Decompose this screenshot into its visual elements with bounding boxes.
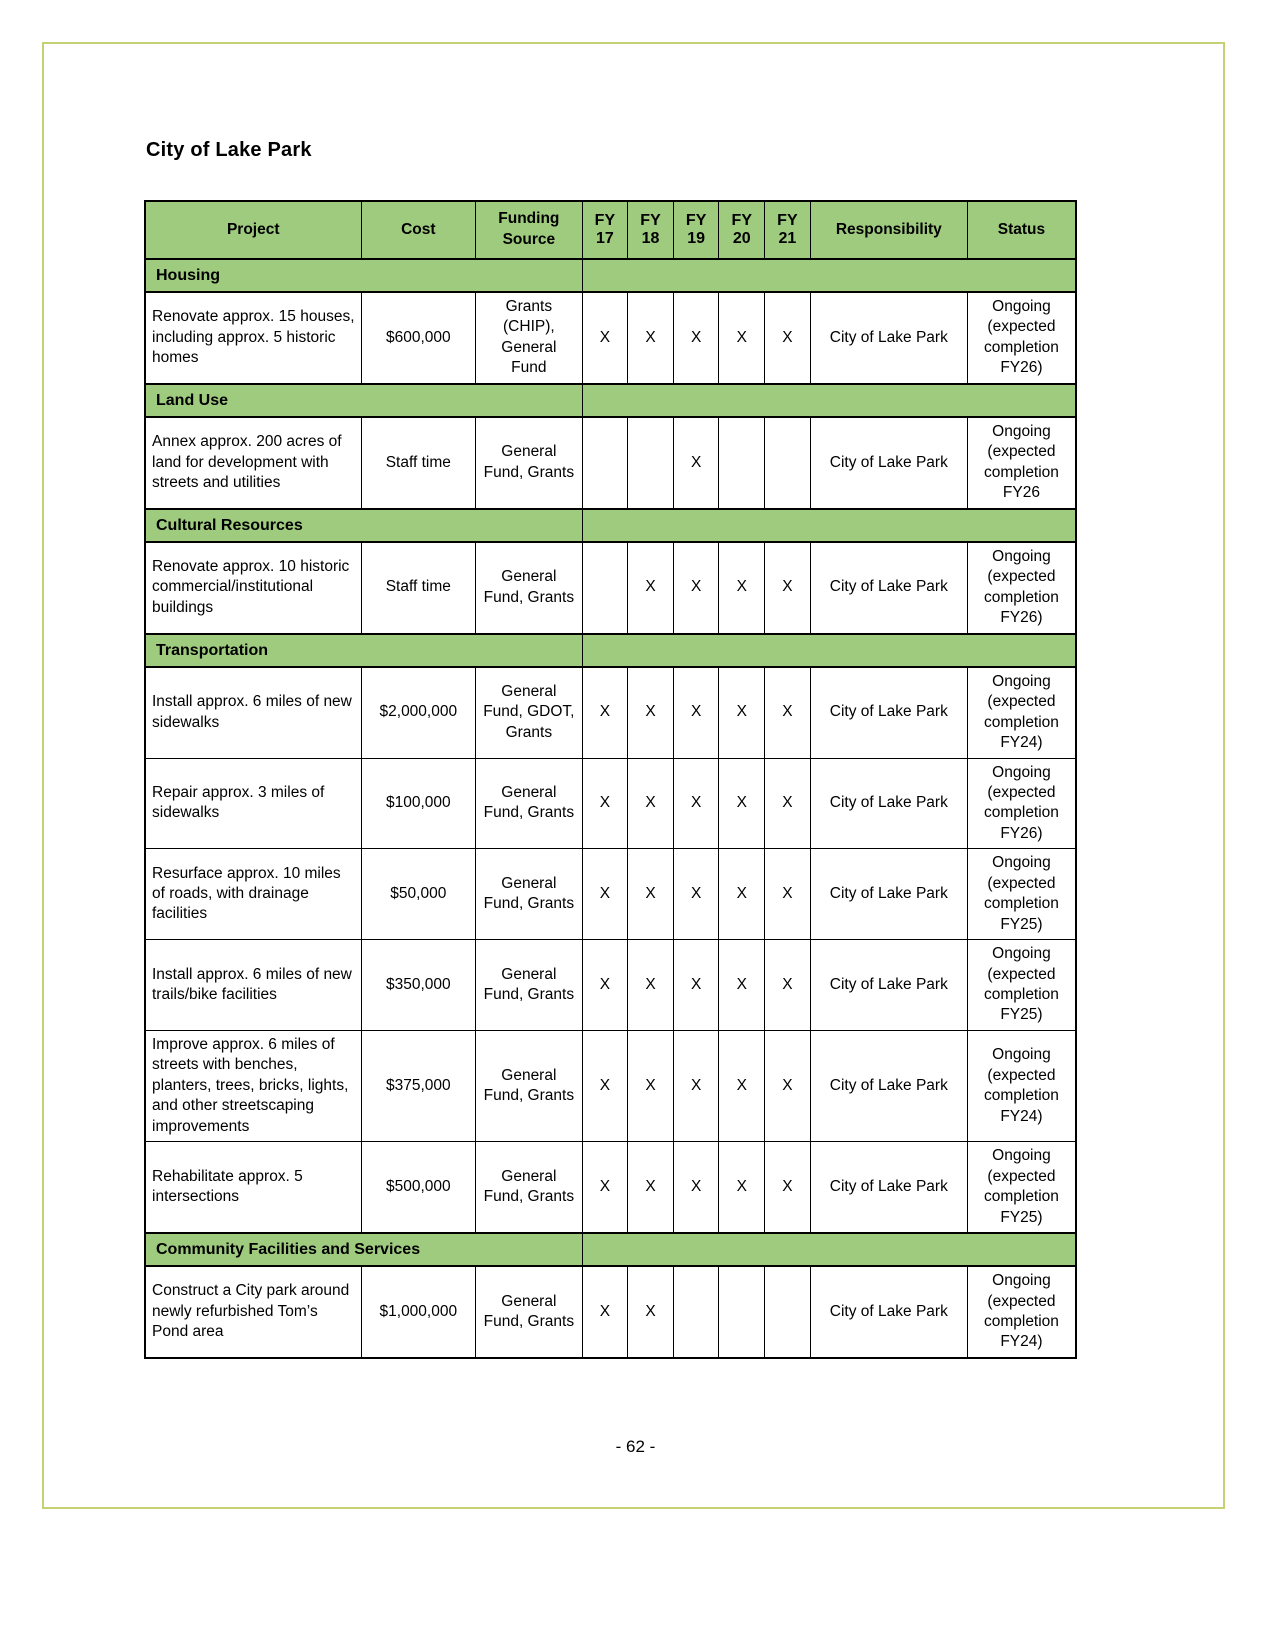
column-header-project: Project xyxy=(145,201,361,259)
column-header-funding-source xyxy=(476,201,582,259)
cell-status: Ongoing (expected completion FY26 xyxy=(967,417,1076,509)
fy20-prefix: FY xyxy=(731,212,752,229)
cell-fy20: X xyxy=(719,667,765,758)
section-filler xyxy=(582,634,1076,667)
fy18-prefix: FY xyxy=(640,212,661,229)
cell-funding-source: General Fund, Grants xyxy=(476,542,582,634)
cell-fy17 xyxy=(582,417,628,509)
section-header-row xyxy=(145,509,1076,542)
page-frame xyxy=(42,42,1225,1509)
cell-fy20: X xyxy=(719,1142,765,1233)
column-header-fy17 xyxy=(582,201,628,259)
section-filler xyxy=(582,384,1076,417)
cell-funding-source: General Fund, GDOT, Grants xyxy=(476,667,582,758)
cell-responsibility: City of Lake Park xyxy=(810,1030,967,1141)
fy20-year: 20 xyxy=(732,229,751,247)
cell-fy21: X xyxy=(765,542,811,634)
table-row xyxy=(145,758,1076,849)
cell-fy21: X xyxy=(765,667,811,758)
cell-fy17: X xyxy=(582,940,628,1031)
fy17-year: 17 xyxy=(596,229,614,247)
table-row xyxy=(145,849,1076,940)
cell-fy19: X xyxy=(673,667,719,758)
cell-fy18: X xyxy=(628,1030,674,1141)
cell-status: Ongoing (expected completion FY26) xyxy=(967,292,1076,384)
cell-fy17: X xyxy=(582,758,628,849)
cell-cost: $1,000,000 xyxy=(361,1266,476,1358)
table-row xyxy=(145,292,1076,384)
cell-fy19: X xyxy=(673,940,719,1031)
cell-project: Improve approx. 6 miles of streets with benches, planters, trees, bricks, lights, and other streetscaping improvements xyxy=(145,1030,361,1141)
cell-fy21: X xyxy=(765,849,811,940)
cell-fy18: X xyxy=(628,1142,674,1233)
cell-cost: $600,000 xyxy=(361,292,476,384)
cell-funding-source: General Fund, Grants xyxy=(476,1030,582,1141)
fy19-year: 19 xyxy=(687,229,706,247)
section-filler xyxy=(582,1233,1076,1266)
cell-fy20: X xyxy=(719,758,765,849)
cell-funding-source: Grants (CHIP), General Fund xyxy=(476,292,582,384)
section-header-row xyxy=(145,634,1076,667)
cell-funding-source: General Fund, Grants xyxy=(476,417,582,509)
cell-fy18: X xyxy=(628,667,674,758)
cell-fy17: X xyxy=(582,1142,628,1233)
cell-fy18: X xyxy=(628,292,674,384)
cell-fy21: X xyxy=(765,940,811,1031)
page-footer: - 62 - xyxy=(615,1437,656,1456)
cell-fy18: X xyxy=(628,758,674,849)
cell-funding-source: General Fund, Grants xyxy=(476,940,582,1031)
cell-fy20: X xyxy=(719,940,765,1031)
fy19-prefix: FY xyxy=(685,212,707,229)
table-row xyxy=(145,1030,1076,1141)
fy17-prefix: FY xyxy=(594,212,616,229)
cell-responsibility: City of Lake Park xyxy=(810,940,967,1031)
cell-fy21: X xyxy=(765,292,811,384)
fy21-year: 21 xyxy=(778,229,797,247)
section-label: Housing xyxy=(145,259,582,292)
cell-fy19: X xyxy=(673,292,719,384)
cell-project: Resurface approx. 10 miles of roads, with drainage facilities xyxy=(145,849,361,940)
cell-fy19: X xyxy=(673,1030,719,1141)
column-header-fy19 xyxy=(673,201,719,259)
table-row xyxy=(145,1142,1076,1233)
cell-fy18: X xyxy=(628,542,674,634)
cell-fy18 xyxy=(628,417,674,509)
cell-project: Renovate approx. 15 houses, including approx. 5 historic homes xyxy=(145,292,361,384)
page-content xyxy=(144,139,1084,1359)
cell-fy21: X xyxy=(765,758,811,849)
section-label: Cultural Resources xyxy=(145,509,582,542)
cell-project: Install approx. 6 miles of new trails/bike facilities xyxy=(145,940,361,1031)
fy18-year: 18 xyxy=(641,229,660,247)
cell-status: Ongoing (expected completion FY25) xyxy=(967,1142,1076,1233)
cell-responsibility: City of Lake Park xyxy=(810,292,967,384)
cell-funding-source: General Fund, Grants xyxy=(476,1266,582,1358)
section-header-row xyxy=(145,384,1076,417)
section-header-row xyxy=(145,259,1076,292)
cell-fy19: X xyxy=(673,1142,719,1233)
cell-project: Annex approx. 200 acres of land for development with streets and utilities xyxy=(145,417,361,509)
cell-fy17 xyxy=(582,542,628,634)
cell-cost: $350,000 xyxy=(361,940,476,1031)
cell-cost: $375,000 xyxy=(361,1030,476,1141)
cell-status: Ongoing (expected completion FY26) xyxy=(967,758,1076,849)
cell-cost: $500,000 xyxy=(361,1142,476,1233)
fy21-prefix: FY xyxy=(777,212,798,229)
cell-fy20: X xyxy=(719,1030,765,1141)
cell-fy20 xyxy=(719,1266,765,1358)
cell-responsibility: City of Lake Park xyxy=(810,758,967,849)
page-title: City of Lake Park xyxy=(146,139,312,161)
cell-fy20 xyxy=(719,417,765,509)
cell-funding-source: General Fund, Grants xyxy=(476,849,582,940)
cell-status: Ongoing (expected completion FY26) xyxy=(967,542,1076,634)
cell-fy20: X xyxy=(719,292,765,384)
cell-responsibility: City of Lake Park xyxy=(810,667,967,758)
cell-fy19 xyxy=(673,1266,719,1358)
cell-fy21: X xyxy=(765,1030,811,1141)
cell-fy19: X xyxy=(673,849,719,940)
cell-fy19: X xyxy=(673,417,719,509)
column-header-fy20 xyxy=(719,201,765,259)
header-row xyxy=(145,201,1076,259)
cell-fy18: X xyxy=(628,940,674,1031)
column-header-fy21 xyxy=(765,201,811,259)
section-label: Community Facilities and Services xyxy=(145,1233,582,1266)
cell-fy21 xyxy=(765,1266,811,1358)
cell-fy19: X xyxy=(673,758,719,849)
funding-source-line-2: Source xyxy=(502,230,556,248)
cell-project: Renovate approx. 10 historic commercial/institutional buildings xyxy=(145,542,361,634)
table-row xyxy=(145,542,1076,634)
cell-responsibility: City of Lake Park xyxy=(810,849,967,940)
table-row xyxy=(145,417,1076,509)
cell-status: Ongoing (expected completion FY24) xyxy=(967,1266,1076,1358)
cell-status: Ongoing (expected completion FY25) xyxy=(967,849,1076,940)
cell-status: Ongoing (expected completion FY24) xyxy=(967,667,1076,758)
section-label: Transportation xyxy=(145,634,582,667)
cell-project: Rehabilitate approx. 5 intersections xyxy=(145,1142,361,1233)
cell-fy21: X xyxy=(765,1142,811,1233)
cell-cost: Staff time xyxy=(361,417,476,509)
table-body xyxy=(145,259,1076,1358)
cell-fy17: X xyxy=(582,292,628,384)
cell-status: Ongoing (expected completion FY25) xyxy=(967,940,1076,1031)
cell-fy18: X xyxy=(628,1266,674,1358)
cell-fy17: X xyxy=(582,1030,628,1141)
cell-fy17: X xyxy=(582,849,628,940)
cell-fy20: X xyxy=(719,849,765,940)
cell-fy17: X xyxy=(582,1266,628,1358)
cell-responsibility: City of Lake Park xyxy=(810,1266,967,1358)
section-filler xyxy=(582,259,1076,292)
column-header-status: Status xyxy=(967,201,1076,259)
cell-funding-source: General Fund, Grants xyxy=(476,1142,582,1233)
column-header-fy18 xyxy=(628,201,674,259)
cell-project: Repair approx. 3 miles of sidewalks xyxy=(145,758,361,849)
cell-cost: $2,000,000 xyxy=(361,667,476,758)
table-row xyxy=(145,1266,1076,1358)
cell-fy18: X xyxy=(628,849,674,940)
cell-fy17: X xyxy=(582,667,628,758)
cell-responsibility: City of Lake Park xyxy=(810,417,967,509)
cell-fy19: X xyxy=(673,542,719,634)
cell-project: Construct a City park around newly refurbished Tom’s Pond area xyxy=(145,1266,361,1358)
column-header-responsibility: Responsibility xyxy=(810,201,967,259)
table-row xyxy=(145,940,1076,1031)
cell-responsibility: City of Lake Park xyxy=(810,542,967,634)
cell-status: Ongoing (expected completion FY24) xyxy=(967,1030,1076,1141)
funding-source-line-1: Funding xyxy=(498,210,560,228)
cell-responsibility: City of Lake Park xyxy=(810,1142,967,1233)
cell-cost: $50,000 xyxy=(361,849,476,940)
cell-funding-source: General Fund, Grants xyxy=(476,758,582,849)
section-filler xyxy=(582,509,1076,542)
cell-fy21 xyxy=(765,417,811,509)
table-row xyxy=(145,667,1076,758)
capital-improvements-table xyxy=(144,200,1077,1359)
cell-cost: Staff time xyxy=(361,542,476,634)
cell-project: Install approx. 6 miles of new sidewalks xyxy=(145,667,361,758)
column-header-cost: Cost xyxy=(361,201,476,259)
cell-fy20: X xyxy=(719,542,765,634)
cell-cost: $100,000 xyxy=(361,758,476,849)
section-header-row xyxy=(145,1233,1076,1266)
table-header xyxy=(145,201,1076,259)
section-label: Land Use xyxy=(145,384,582,417)
